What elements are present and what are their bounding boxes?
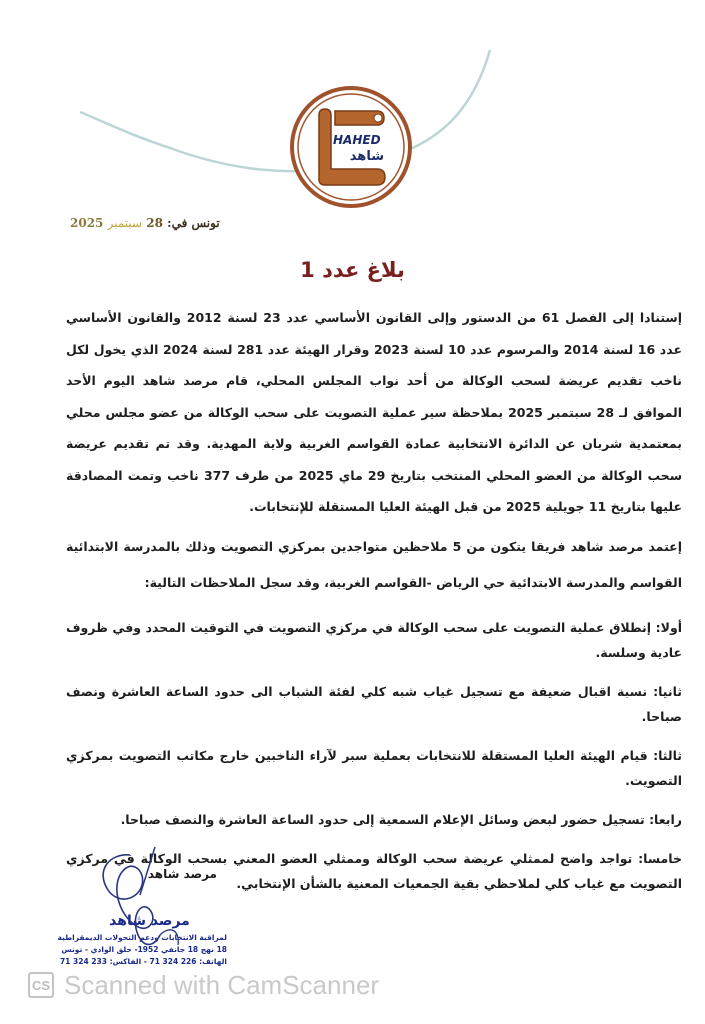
observation-lead: ثانيا:	[653, 683, 682, 699]
observation-text: تسجيل حضور لبعض وسائل الإعلام السمعية إلى حدود الساعة العاشرة والنصف صباحا.	[120, 811, 645, 827]
signatory-name: مرصد شاهد	[147, 867, 217, 881]
observation-text: نسبة اقبال ضعيفة مع تسجيل غياب شبه كلي لفئة الشباب الى حدود الساعة العاشرة ونصف صباحا.	[66, 683, 682, 724]
observation-text: قيام الهيئة العليا المستقلة للانتخابات بعملية سبر لآراء الناخبين خارج مكاتب التصويت بمركزي التصويت.	[66, 747, 682, 788]
observation-text: إنطلاق عملية التصويت على سحب الوكالة في مركزي التصويت في التوقيت المحدد وفي ظروف عادية وسلسة.	[66, 619, 682, 660]
observation-item	[66, 743, 682, 793]
date-line	[70, 216, 230, 230]
observation-lead: رابعا:	[649, 811, 682, 827]
stamp-line: الهاتف: 226 324 71 - الفاكس: 233 324 71	[59, 957, 227, 966]
camscanner-watermark	[28, 968, 379, 1002]
team-paragraph: إعتمد مرصد شاهد فريقا يتكون من 5 ملاحظين متواجدين بمركزي التصويت وذلك بالمدرسة الابتدائية القواسم والمدرسة الابتدائية حي الرياض -القواسم الغربية، وقد سجل الملاحظات التالية:	[66, 538, 682, 590]
stamp-line: لمراقبة الانتخابات ودعم التحولات الديمقراطية	[57, 933, 227, 942]
logo-latin-text: HAHED	[333, 133, 381, 147]
stamp-line: 18 نهج 18 جانفي 1952- حلق الوادي - تونس	[61, 945, 227, 954]
date-year: 2025	[70, 216, 104, 230]
document-body	[66, 302, 682, 896]
shahed-logo	[289, 85, 413, 209]
observation-lead: خامسا:	[638, 850, 682, 866]
logo-arabic-text: شاهد	[349, 149, 384, 164]
camscanner-logo-icon: CS	[28, 972, 54, 998]
date-month: سبتمبر	[107, 216, 143, 230]
signature-block	[57, 845, 235, 970]
observation-text: تواجد واضح لممثلي عريضة سحب الوكالة وممثلي العضو المعني بسحب الوكالة في مركزي التصويت مع غياب كلي لملاحظي بقية الجمعيات المعنية بالشأن الإنتخابي.	[66, 850, 682, 891]
watermark-text: Scanned with CamScanner	[64, 969, 380, 1000]
observation-lead: ثالثا:	[653, 747, 682, 763]
date-day: 28	[146, 216, 163, 230]
intro-paragraph: إستنادا إلى الفصل 61 من الدستور وإلى القانون الأساسي عدد 23 لسنة 2012 والقانون الأساسي عدد 16 لسنة 2014 والمرسوم عدد 10 لسنة 2023 وقرار الهيئة عدد 281 لسنة 2024 الذي يخول لكل ناخب تقديم عريضة لسحب الوكالة من أحد نواب المجلس المحلي، قام مرصد شاهد اليوم الأحد الموافق لـ 28 سبتمبر 2025 بملاحظة سير عملية التصويت على سحب الوكالة من عضو مجلس محلي بمعتمدية شربان عن الدائرة الانتخابية عمادة القواسم الغربية ولاية المهدية. وقد تم تقديم عريضة سحب الوكالة من العضو المحلي المنتخب بتاريخ 29 ماي 2025 من طرف 377 ناخب وتمت المصادقة عليها بتاريخ 11 جويلية 2025 من قبل الهيئة العليا المستقلة للإنتخابات.	[66, 310, 682, 514]
stamp-title: مرصد شاهد	[109, 913, 190, 929]
observation-item	[66, 679, 682, 729]
document-title: بلاغ عدد 1	[300, 258, 405, 282]
date-place: تونس في:	[167, 216, 220, 230]
observation-item	[66, 807, 682, 832]
observation-item	[66, 615, 682, 665]
observation-lead: أولا:	[655, 619, 683, 635]
